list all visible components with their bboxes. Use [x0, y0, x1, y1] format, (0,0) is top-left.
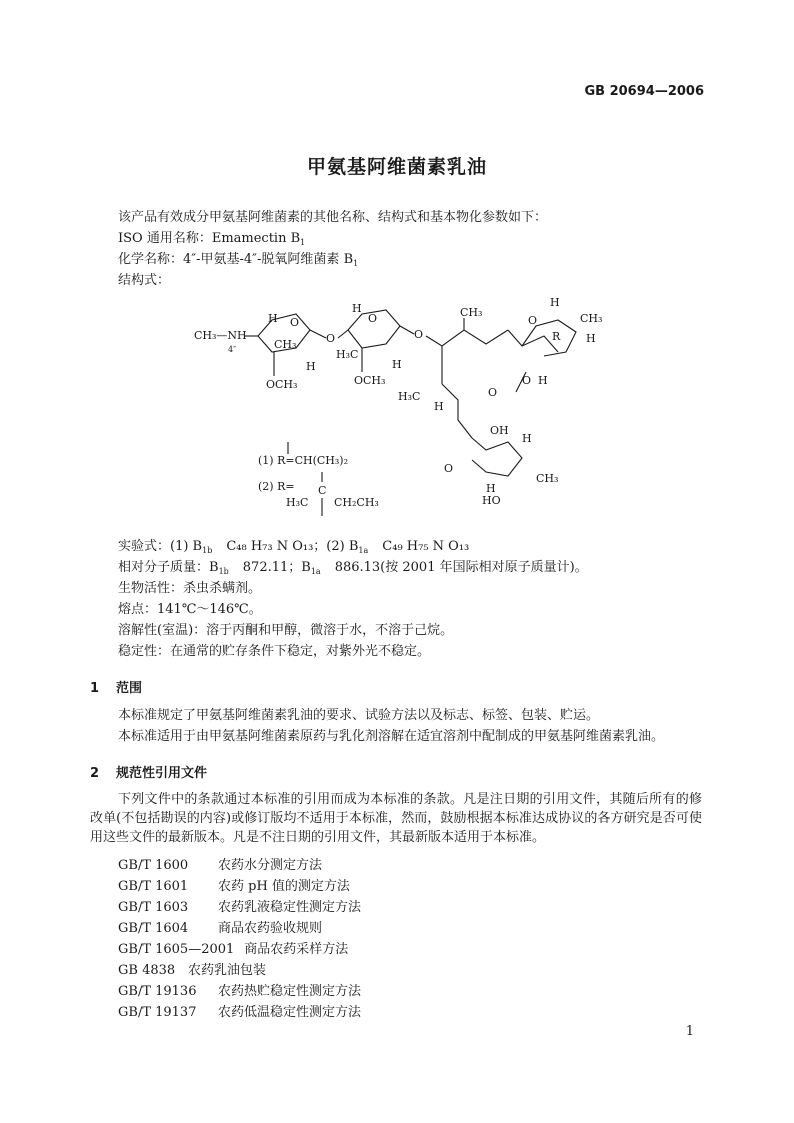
stability: 稳定性：在通常的贮存条件下稳定，对紫外光不稳定。: [118, 644, 431, 659]
ref-title: 商品农药采样方法: [244, 942, 349, 957]
nh-label: CH₃—NH: [194, 329, 247, 342]
r2-h3c: H₃C: [286, 496, 309, 509]
ref-code: GB/T 19137: [118, 1005, 197, 1020]
structure-label: 结构式：: [118, 273, 171, 288]
r2-label: (2) R=: [258, 480, 295, 493]
link-o-2: O: [414, 328, 424, 341]
section-1-para-2: 本标准适用于由甲氨基阿维菌素原药与乳化剂溶解在适宜溶剂中配制成的甲氨基阿维菌素乳油。: [118, 729, 665, 744]
ring1-h-bottom: H: [306, 360, 316, 373]
intro-lead: 该产品有效成分甲氨基阿维菌素的其他名称、结构式和基本物化参数如下：: [118, 210, 548, 225]
macro-ch3-top: CH₃: [460, 306, 483, 319]
ref-title: 农药乳液稳定性测定方法: [218, 900, 362, 915]
carbonyl-o: O: [488, 386, 498, 399]
iso-name-line: [118, 231, 305, 248]
ref-code: GB/T 1600: [118, 858, 189, 873]
ref-item: [118, 917, 322, 936]
mass-prefix: 相对分子质量：B: [118, 560, 219, 575]
structural-formula: [186, 292, 606, 522]
ring-r-label: R: [552, 330, 561, 343]
ref-code: GB/T 19136: [118, 984, 197, 999]
formula-1-sub: 1b: [202, 546, 213, 555]
macro-h-top: H: [550, 296, 560, 309]
ref-title: 农药乳油包装: [188, 963, 267, 978]
r2-c: C: [318, 484, 327, 497]
position-label: 4″: [228, 345, 237, 354]
mass-2-sub: 1a: [310, 567, 321, 576]
ref-code: GB/T 1601: [118, 879, 189, 894]
formula-2-sub: 1a: [358, 546, 369, 555]
mass-1: 872.11；B: [242, 560, 311, 575]
macro-h-ester: H: [538, 374, 548, 387]
ref-code: GB/T 1604: [118, 921, 189, 936]
ref-item: [118, 896, 361, 915]
lower-h-bottom: H: [486, 482, 496, 495]
ref-item: [118, 875, 350, 894]
section-2-title: 规范性引用文件: [116, 766, 208, 781]
ref-item: [118, 938, 348, 957]
ring2-och3: OCH₃: [354, 374, 386, 387]
mass-1-sub: 1b: [218, 567, 229, 576]
chem-name-sub: 1: [353, 259, 359, 268]
formula-line: [118, 539, 469, 556]
section-1-title: 范围: [116, 681, 143, 696]
ref-code: GB/T 1605—2001: [118, 942, 235, 957]
link-o-1: O: [326, 332, 336, 345]
ring2-h-top: H: [352, 302, 362, 315]
chem-name-line: [118, 252, 358, 269]
melting-point: 熔点：141℃～146℃。: [118, 602, 262, 617]
macro-h-right: H: [586, 332, 596, 345]
ref-title: 商品农药验收规则: [218, 921, 323, 936]
chem-name: 化学名称：4″-甲氨基-4″-脱氧阿维菌素 B: [118, 252, 354, 267]
ring2-h3c: H₃C: [336, 348, 359, 361]
ref-item: [118, 959, 266, 978]
ref-item: [118, 1001, 361, 1020]
mass-line: [118, 560, 588, 577]
ref-code: GB 4838: [118, 963, 176, 978]
iso-name: ISO 通用名称：Emamectin B: [118, 231, 301, 246]
iso-name-sub: 1: [300, 238, 306, 247]
section-2-para: 下列文件中的条款通过本标准的引用而成为本标准的条款。凡是注日期的引用文件，其随后所有的修改单(不包括勘误的内容)或修订版均不适用于本标准，然而，鼓励根据本标准达成协议的各方研究是否可使用这些文件的最新版本。凡是不注日期的引用文件，其最新版本适用于本标准。: [90, 792, 702, 845]
page-number: 1: [685, 1024, 694, 1039]
formula-prefix: 实验式：(1) B: [118, 539, 203, 554]
macro-ch3-right: CH₃: [580, 312, 603, 325]
section-1-para-1: 本标准规定了甲氨基阿维菌素乳油的要求、试验方法以及标志、标签、包装、贮运。: [118, 708, 600, 723]
ref-title: 农药 pH 值的测定方法: [218, 879, 350, 894]
r1-label: (1) R=CH(CH₃)₂: [258, 454, 348, 467]
document-title: 甲氨基阿维菌素乳油: [306, 156, 487, 178]
macro-h3c: H₃C: [398, 390, 421, 403]
ring1-ch3: CH₃: [274, 338, 297, 351]
ring1-h-top: H: [268, 312, 278, 325]
bioactivity: 生物活性：杀虫杀螨剂。: [118, 581, 262, 596]
lower-h-top: H: [522, 432, 532, 445]
lower-o: O: [444, 462, 454, 475]
section-2-number: 2: [90, 766, 100, 781]
ester-o: O: [522, 374, 532, 387]
ref-title: 农药水分测定方法: [218, 858, 323, 873]
ref-item: [118, 854, 322, 873]
ref-item: [118, 980, 361, 999]
formula-1: C₄₈ H₇₃ N O₁₃；(2) B: [226, 539, 359, 554]
ring1-o: O: [290, 316, 300, 329]
section-1-number: 1: [90, 681, 100, 696]
ring2-o: O: [368, 312, 378, 325]
r2-ch2ch3: CH₂CH₃: [334, 496, 379, 509]
lower-ho: HO: [482, 494, 501, 507]
formula-2: C₄₉ H₇₅ N O₁₃: [382, 539, 470, 554]
section-2-heading: [90, 762, 207, 781]
solubility: 溶解性(室温)：溶于丙酮和甲醇，微溶于水，不溶于己烷。: [118, 623, 454, 638]
ref-title: 农药低温稳定性测定方法: [218, 1005, 362, 1020]
macro-h-mid: H: [434, 400, 444, 413]
lower-ch3: CH₃: [536, 472, 559, 485]
mass-2: 886.13(按 2001 年国际相对原子质量计)。: [334, 560, 588, 575]
ref-title: 农药热贮稳定性测定方法: [218, 984, 362, 999]
macro-o-spiro: O: [528, 314, 538, 327]
section-1-heading: [90, 677, 142, 696]
lower-oh: OH: [490, 424, 509, 437]
standard-code: GB 20694—2006: [584, 84, 704, 99]
ring2-h-bottom: H: [392, 358, 402, 371]
ref-code: GB/T 1603: [118, 900, 189, 915]
ring1-och3: OCH₃: [266, 378, 298, 391]
